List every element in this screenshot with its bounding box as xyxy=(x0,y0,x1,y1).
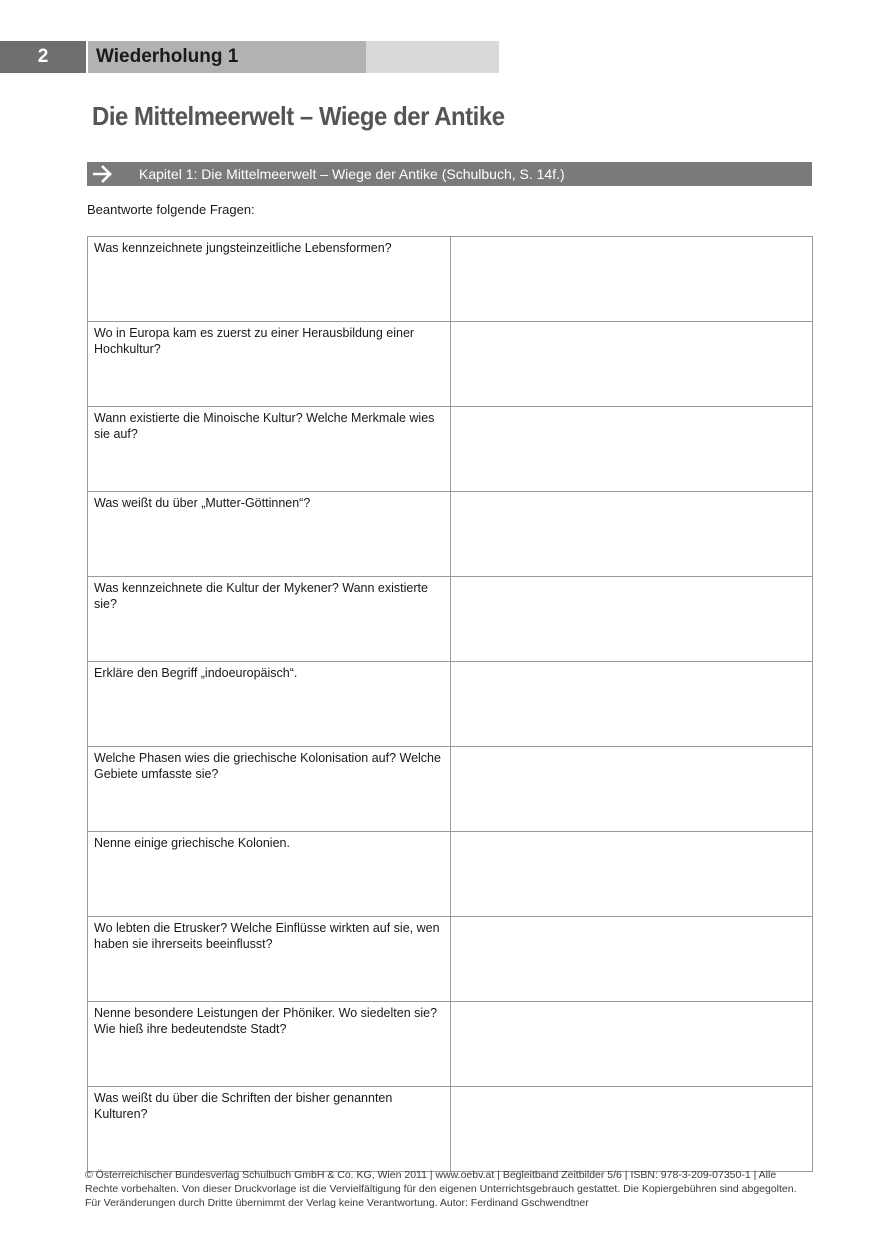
table-row xyxy=(88,1002,813,1087)
header-decoration xyxy=(366,41,499,73)
answer-cell[interactable] xyxy=(451,917,813,1002)
table-row xyxy=(88,322,813,407)
answer-cell[interactable] xyxy=(451,322,813,407)
question-cell: Was weißt du über „Mutter-Göttinnen“? xyxy=(88,492,451,577)
table-row xyxy=(88,407,813,492)
answer-cell[interactable] xyxy=(451,662,813,747)
footer-copyright xyxy=(85,1168,805,1210)
question-cell: Nenne einige griechische Kolonien. xyxy=(88,832,451,917)
footer-line: © Österreichischer Bundesverlag Schulbuch GmbH & Co. KG, Wien 2011 | www.oebv.at | Begleitband Zeitbilder 5/6 | ISBN: 978-3-209-07350-1 | Alle xyxy=(85,1169,777,1181)
question-cell: Wo lebten die Etrusker? Welche Einflüsse wirkten auf sie, wen haben sie ihrerseits beeinflusst? xyxy=(88,917,451,1002)
table-row xyxy=(88,917,813,1002)
answer-cell[interactable] xyxy=(451,747,813,832)
answer-cell[interactable] xyxy=(451,237,813,322)
footer-line: Für Veränderungen durch Dritte übernimmt der Verlag keine Verantwortung. Autor: Ferdinand Gschwendtner xyxy=(85,1197,589,1209)
question-answer-table xyxy=(87,236,813,1172)
answer-cell[interactable] xyxy=(451,1087,813,1172)
table-row xyxy=(88,577,813,662)
section-title: Wiederholung 1 xyxy=(88,41,366,73)
answer-cell[interactable] xyxy=(451,832,813,917)
answer-cell[interactable] xyxy=(451,577,813,662)
page-title: Die Mittelmeerwelt – Wiege der Antike xyxy=(92,101,505,131)
question-cell: Wo in Europa kam es zuerst zu einer Herausbildung einer Hochkultur? xyxy=(88,322,451,407)
question-cell: Nenne besondere Leistungen der Phöniker. Wo siedelten sie? Wie hieß ihre bedeutendste Stadt? xyxy=(88,1002,451,1087)
header-bar xyxy=(0,41,499,73)
arrow-right-icon xyxy=(93,165,113,183)
table-row xyxy=(88,1087,813,1172)
question-cell: Was kennzeichnete jungsteinzeitliche Lebensformen? xyxy=(88,237,451,322)
answer-cell[interactable] xyxy=(451,1002,813,1087)
instruction-text: Beantworte folgende Fragen: xyxy=(87,202,255,217)
table-row xyxy=(88,662,813,747)
answer-cell[interactable] xyxy=(451,407,813,492)
chapter-bar xyxy=(87,162,812,186)
question-cell: Was kennzeichnete die Kultur der Mykener? Wann existierte sie? xyxy=(88,577,451,662)
table-row xyxy=(88,832,813,917)
question-cell: Erkläre den Begriff „indoeuropäisch“. xyxy=(88,662,451,747)
chapter-label: Kapitel 1: Die Mittelmeerwelt – Wiege der Antike (Schulbuch, S. 14f.) xyxy=(139,166,565,182)
page-number: 2 xyxy=(0,41,86,73)
table-row xyxy=(88,747,813,832)
question-cell: Was weißt du über die Schriften der bisher genannten Kulturen? xyxy=(88,1087,451,1172)
footer-line: Rechte vorbehalten. Von dieser Druckvorlage ist die Vervielfältigung für den eigenen Unterrichtsgebrauch gestattet. Die Kopiergebühren sind abgegolten. xyxy=(85,1183,797,1195)
table-row xyxy=(88,237,813,322)
table-row xyxy=(88,492,813,577)
question-cell: Wann existierte die Minoische Kultur? Welche Merkmale wies sie auf? xyxy=(88,407,451,492)
answer-cell[interactable] xyxy=(451,492,813,577)
question-cell: Welche Phasen wies die griechische Kolonisation auf? Welche Gebiete umfasste sie? xyxy=(88,747,451,832)
